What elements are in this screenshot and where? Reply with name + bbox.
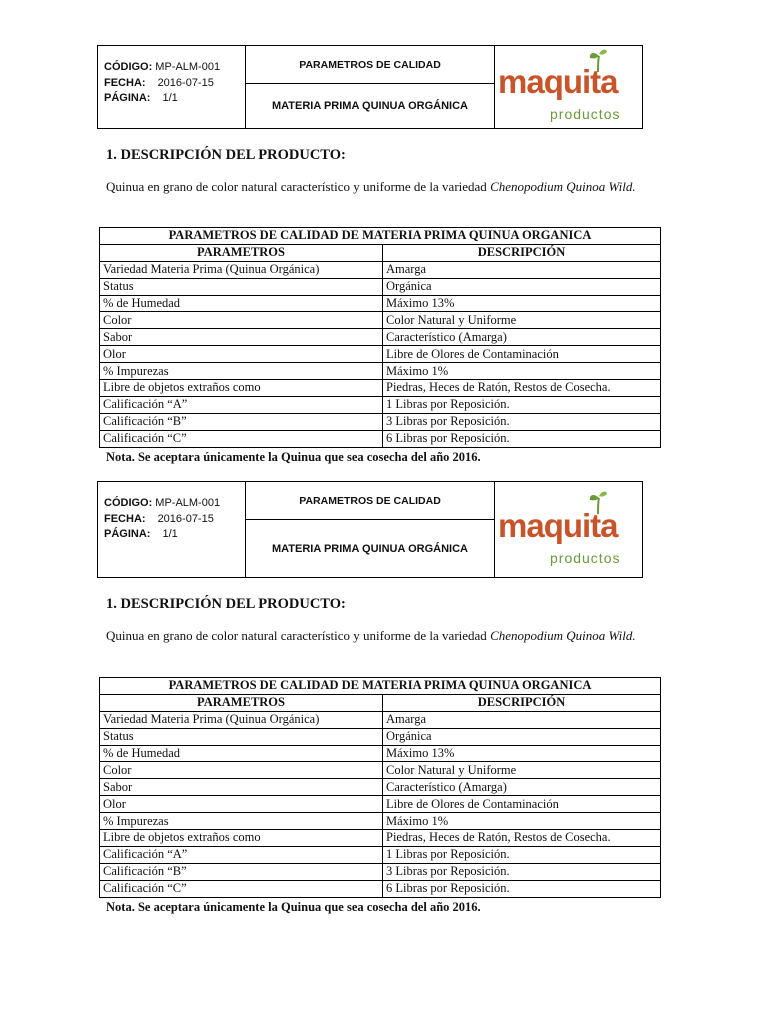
param-cell: Libre de objetos extraños como [100, 380, 383, 397]
nota-text: Nota. Se aceptara únicamente la Quinua que sea cosecha del año 2016. [106, 900, 481, 914]
desc-cell: Amarga [383, 711, 661, 728]
table-row [100, 363, 661, 380]
desc-cell: Piedras, Heces de Ratón, Restos de Cosecha. [383, 830, 661, 847]
table-row [100, 278, 661, 295]
param-cell: % Impurezas [100, 813, 383, 830]
header-meta [98, 482, 246, 577]
param-cell: Sabor [100, 329, 383, 346]
param-cell: Calificación “A” [100, 396, 383, 413]
desc-cell: 1 Libras por Reposición. [383, 846, 661, 863]
fecha-label: FECHA: [104, 512, 146, 525]
desc-cell: Máximo 13% [383, 745, 661, 762]
section-title: 1. DESCRIPCIÓN DEL PRODUCTO: [106, 596, 346, 612]
table-row [100, 745, 661, 762]
param-cell: Status [100, 728, 383, 745]
maquita-logo [495, 482, 642, 577]
desc-cell: 6 Libras por Reposición. [383, 430, 661, 447]
param-cell: Libre de objetos extraños como [100, 830, 383, 847]
quality-table [99, 677, 661, 898]
desc-cell: Color Natural y Uniforme [383, 762, 661, 779]
section-title: 1. DESCRIPCIÓN DEL PRODUCTO: [106, 147, 346, 163]
col-param-header: PARAMETROS [100, 244, 383, 261]
desc-cell: Color Natural y Uniforme [383, 312, 661, 329]
desc-cell: Orgánica [383, 278, 661, 295]
document-header [97, 45, 643, 129]
document-header [97, 481, 643, 578]
desc-cell: Amarga [383, 261, 661, 278]
fecha-value: 2016-07-15 [157, 76, 214, 89]
pagina-value: 1/1 [162, 528, 178, 540]
col-param-header: PARAMETROS [100, 694, 383, 711]
table-row [100, 329, 661, 346]
fecha-label: FECHA: [104, 76, 146, 89]
desc-cell: Libre de Olores de Contaminación [383, 346, 661, 363]
param-cell: Sabor [100, 779, 383, 796]
param-cell: % de Humedad [100, 745, 383, 762]
header-bottom-title: MATERIA PRIMA QUINUA ORGÁNICA [272, 542, 468, 555]
fecha-value: 2016-07-15 [157, 512, 214, 525]
param-cell: Status [100, 278, 383, 295]
col-desc-header: DESCRIPCIÓN [383, 694, 661, 711]
table-row [100, 430, 661, 447]
table-row [100, 380, 661, 397]
param-cell: Olor [100, 796, 383, 813]
param-cell: Calificación “C” [100, 430, 383, 447]
logo-subtitle: productos [550, 106, 621, 122]
desc-cell: Piedras, Heces de Ratón, Restos de Cosecha. [383, 380, 661, 397]
desc-cell: 1 Libras por Reposición. [383, 396, 661, 413]
desc-cell: Característico (Amarga) [383, 329, 661, 346]
param-cell: Calificación “B” [100, 413, 383, 430]
table-row [100, 346, 661, 363]
table-row [100, 779, 661, 796]
table-row [100, 396, 661, 413]
logo-wordmark: maquita [498, 63, 618, 100]
description-variety: Chenopodium Quinoa Wild. [490, 628, 636, 643]
header-top-title: PARAMETROS DE CALIDAD [246, 46, 494, 84]
product-description [106, 626, 661, 645]
table-row [100, 863, 661, 880]
param-cell: Variedad Materia Prima (Quinua Orgánica) [100, 711, 383, 728]
quality-table [99, 227, 661, 448]
header-bottom-title: MATERIA PRIMA QUINUA ORGÁNICA [272, 100, 468, 112]
product-description [106, 177, 661, 196]
param-cell: % Impurezas [100, 363, 383, 380]
param-cell: % de Humedad [100, 295, 383, 312]
table-title: PARAMETROS DE CALIDAD DE MATERIA PRIMA QUINUA ORGANICA [100, 228, 661, 245]
table-row [100, 796, 661, 813]
description-text: Quinua en grano de color natural característico y uniforme de la variedad [106, 628, 491, 643]
codigo-value: MP-ALM-001 [155, 61, 221, 73]
desc-cell: 3 Libras por Reposición. [383, 863, 661, 880]
param-cell: Color [100, 312, 383, 329]
table-row [100, 295, 661, 312]
header-titles [246, 46, 495, 128]
description-text: Quinua en grano de color natural característico y uniforme de la variedad [106, 179, 491, 194]
table-row [100, 846, 661, 863]
pagina-label: PÁGINA: [104, 92, 151, 104]
table-title: PARAMETROS DE CALIDAD DE MATERIA PRIMA QUINUA ORGANICA [100, 678, 661, 695]
desc-cell: Característico (Amarga) [383, 779, 661, 796]
table-row [100, 312, 661, 329]
param-cell: Calificación “C” [100, 880, 383, 897]
param-cell: Variedad Materia Prima (Quinua Orgánica) [100, 261, 383, 278]
codigo-label: CÓDIGO: [104, 497, 153, 509]
desc-cell: 6 Libras por Reposición. [383, 880, 661, 897]
param-cell: Calificación “A” [100, 846, 383, 863]
maquita-logo [495, 46, 642, 128]
header-top-title: PARAMETROS DE CALIDAD [246, 482, 494, 520]
col-desc-header: DESCRIPCIÓN [383, 244, 661, 261]
pagina-value: 1/1 [162, 92, 178, 104]
table-row [100, 711, 661, 728]
table-row [100, 762, 661, 779]
table-row [100, 413, 661, 430]
nota-text: Nota. Se aceptara únicamente la Quinua que sea cosecha del año 2016. [106, 450, 481, 464]
param-cell: Color [100, 762, 383, 779]
desc-cell: Máximo 1% [383, 813, 661, 830]
table-row [100, 880, 661, 897]
table-row [100, 830, 661, 847]
desc-cell: 3 Libras por Reposición. [383, 413, 661, 430]
desc-cell: Máximo 13% [383, 295, 661, 312]
desc-cell: Máximo 1% [383, 363, 661, 380]
logo-wordmark: maquita [498, 507, 618, 544]
desc-cell: Libre de Olores de Contaminación [383, 796, 661, 813]
header-meta [98, 46, 246, 128]
pagina-label: PÁGINA: [104, 528, 151, 540]
codigo-label: CÓDIGO: [104, 61, 153, 73]
logo-subtitle: productos [550, 550, 621, 566]
header-titles [246, 482, 495, 577]
codigo-value: MP-ALM-001 [155, 497, 221, 509]
table-row [100, 261, 661, 278]
param-cell: Olor [100, 346, 383, 363]
desc-cell: Orgánica [383, 728, 661, 745]
table-row [100, 813, 661, 830]
description-variety: Chenopodium Quinoa Wild. [490, 179, 636, 194]
table-row [100, 728, 661, 745]
param-cell: Calificación “B” [100, 863, 383, 880]
